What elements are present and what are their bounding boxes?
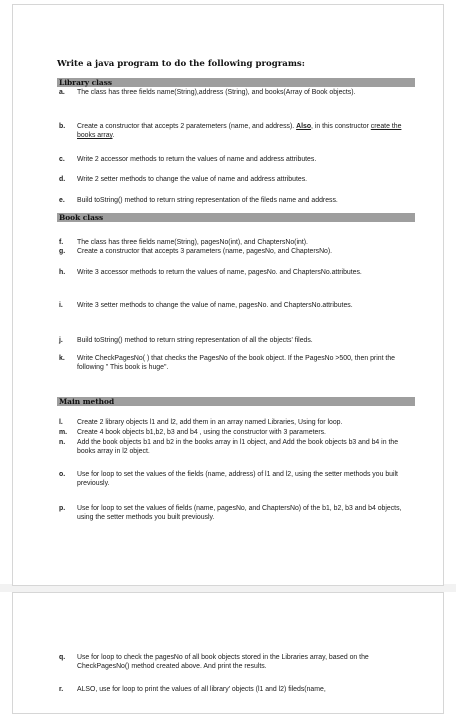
- book-class-header: [57, 213, 415, 222]
- item-text: Add the book objects b1 and b2 in the books array in l1 object, and Add the book objects b3 and b4 in the books array in l2 object.: [77, 439, 399, 456]
- main-method-header: [57, 397, 415, 406]
- item-text-part: Create a constructor that accepts 2 paratemeters (name, and address).: [77, 123, 295, 130]
- library-class-header: [57, 78, 415, 87]
- item-text: Write 2 accessor methods to return the values of name and address attributes.: [77, 156, 317, 163]
- item-letter: p.: [59, 505, 66, 512]
- item-letter: m.: [59, 429, 68, 436]
- item-text: Create a constructor that accepts 3 parameters (name, pagesNo, and ChaptersNo).: [77, 248, 333, 255]
- document-heading: Write a java program to do the following programs:: [57, 59, 305, 69]
- list-item: [59, 155, 415, 164]
- item-text: Use for loop to set the values of fields (name, pagesNo, and ChaptersNo) of the b1, b2, b3 and b4 objects, using the setter methods you built previously.: [77, 505, 402, 522]
- item-letter: d.: [59, 176, 66, 183]
- item-text: Use for loop to set the values of the fields (name, address) of l1 and l2, using the setter methods you built previously.: [77, 471, 398, 488]
- list-item: [59, 336, 415, 345]
- item-underlined: create the books array: [77, 123, 402, 140]
- list-item: [59, 438, 415, 457]
- list-item: [59, 653, 415, 672]
- item-letter: r.: [59, 686, 64, 693]
- list-item: [59, 470, 415, 489]
- main-method-title: Main method: [59, 397, 115, 406]
- list-item: [59, 354, 415, 373]
- item-emphasis: Also: [296, 123, 312, 130]
- list-item: [59, 175, 415, 184]
- item-letter: k.: [59, 355, 65, 362]
- item-text: ALSO, use for loop to print the values of all library' objects (l1 and l2) fileds(name,: [77, 686, 326, 693]
- list-item: [59, 685, 415, 694]
- item-text: Build toString() method to return string representation of the fileds name and address.: [77, 197, 338, 204]
- list-item: [59, 88, 415, 97]
- item-letter: o.: [59, 471, 66, 478]
- list-item: [59, 122, 415, 141]
- item-text: Build toString() method to return string representation of all the objects' fileds.: [77, 337, 313, 344]
- item-text: Use for loop to check the pagesNo of all book objects stored in the Libraries array, based on the CheckPagesNo() method created above. And print the results.: [77, 654, 369, 671]
- item-letter: a.: [59, 89, 65, 96]
- item-letter: b.: [59, 123, 66, 130]
- item-text: Write 2 setter methods to change the value of name and address attributes.: [77, 176, 308, 183]
- book-class-title: Book class: [59, 213, 104, 222]
- item-letter: f.: [59, 239, 64, 246]
- item-text: Write CheckPagesNo( ) that checks the PagesNo of the book object. If the PagesNo >500, then print the following " This book is huge".: [77, 355, 395, 372]
- item-text: Write 3 setter methods to change the value of name, pagesNo. and ChaptersNo.attributes.: [77, 302, 353, 309]
- list-item: [59, 238, 415, 247]
- item-letter: h.: [59, 269, 66, 276]
- list-item: [59, 428, 415, 437]
- item-letter: i.: [59, 302, 63, 309]
- item-letter: l.: [59, 419, 63, 426]
- list-item: [59, 268, 415, 277]
- list-item: [59, 504, 415, 523]
- document-page-1: [12, 4, 444, 586]
- item-text: Create 2 library objects l1 and l2, add them in an array named Libraries, Using for loop.: [77, 419, 343, 426]
- list-item: [59, 196, 415, 205]
- list-item: [59, 247, 415, 256]
- library-class-title: Library class: [59, 78, 113, 87]
- list-item: [59, 418, 415, 427]
- item-text: [77, 122, 415, 141]
- item-letter: q.: [59, 654, 66, 661]
- document-page-2: [12, 592, 444, 714]
- item-text: The class has three fields name(String),address (String), and books(Array of Book objects).: [77, 89, 356, 96]
- item-text: Create 4 book objects b1,b2, b3 and b4 , using the constructor with 3 parameters.: [77, 429, 326, 436]
- item-letter: n.: [59, 439, 66, 446]
- item-text: The class has three fields name(String), pagesNo(int), and ChaptersNo(int).: [77, 239, 308, 246]
- item-letter: e.: [59, 197, 65, 204]
- item-text-part: , in this constructor: [311, 123, 369, 130]
- item-letter: j.: [59, 337, 63, 344]
- item-letter: g.: [59, 248, 66, 255]
- item-text-part: .: [112, 132, 115, 140]
- list-item: [59, 301, 415, 310]
- item-text: Write 3 accessor methods to return the values of name, pagesNo. and ChaptersNo.attributes.: [77, 269, 362, 276]
- item-letter: c.: [59, 156, 65, 163]
